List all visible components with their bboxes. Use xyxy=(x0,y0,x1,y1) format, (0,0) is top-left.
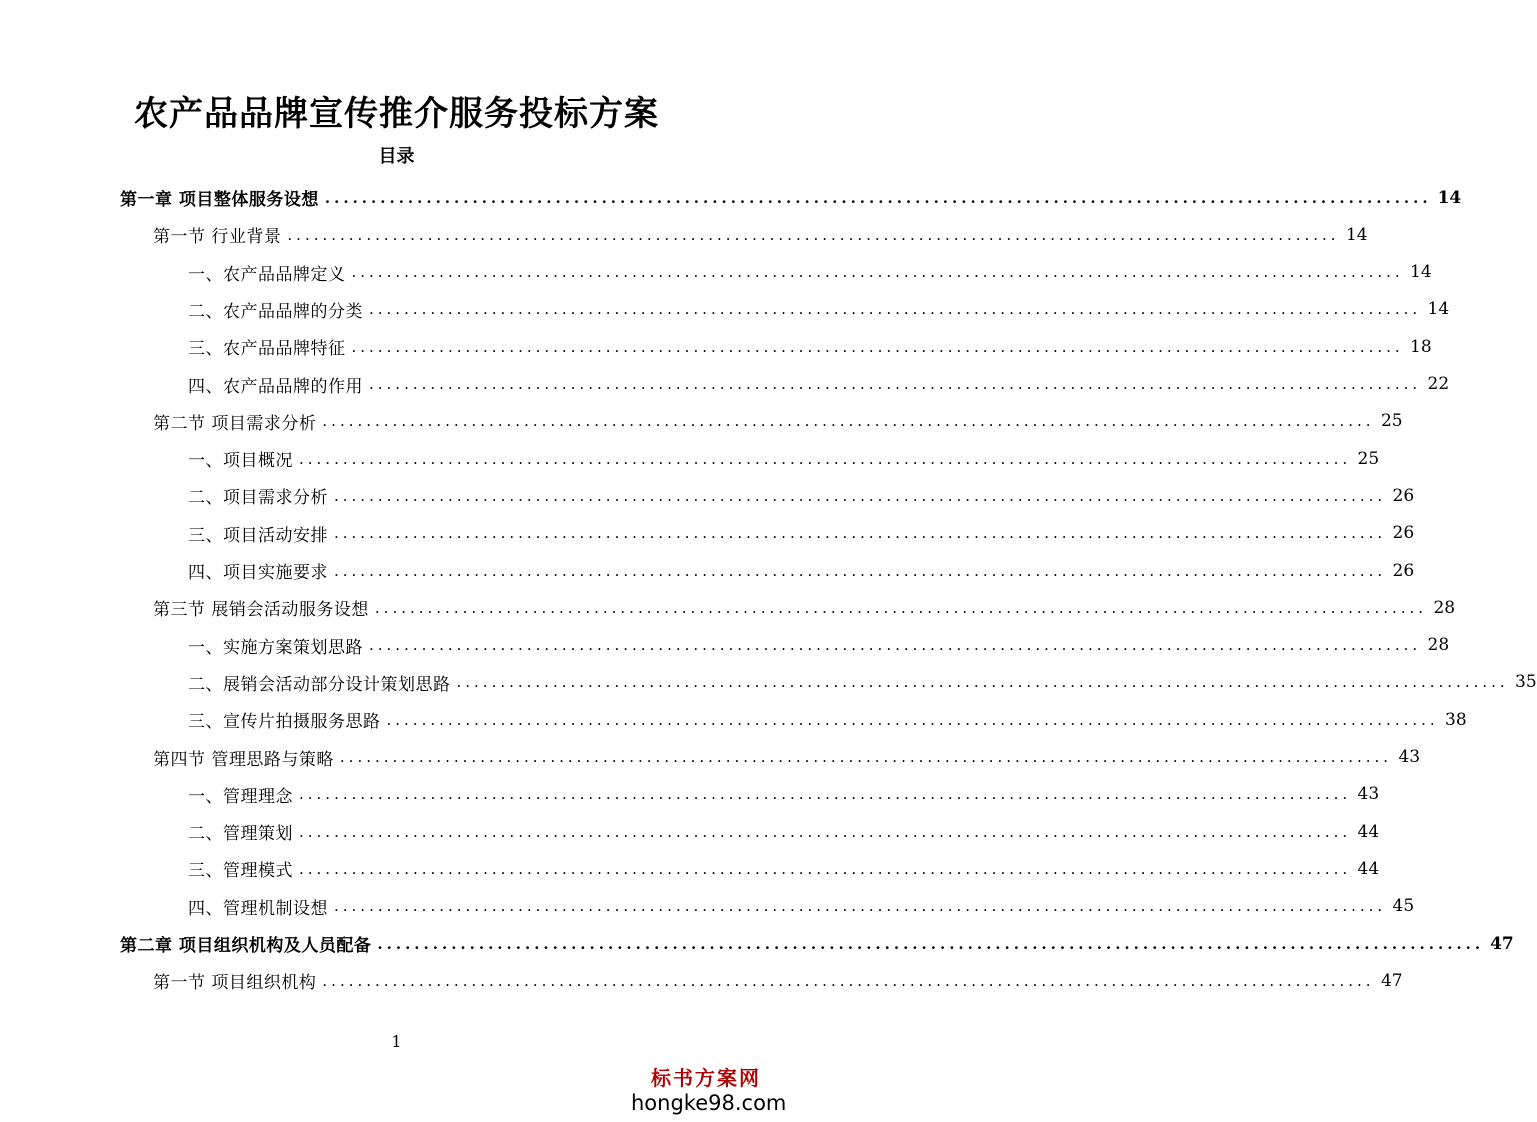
toc-entry-label: 第三节 展销会活动服务设想 xyxy=(153,600,369,621)
toc-entry-page: 47 xyxy=(1490,933,1514,954)
toc-entry-label: 三、宣传片拍摄服务思路 xyxy=(188,712,381,733)
toc-entry-page: 28 xyxy=(1433,597,1456,618)
toc-entry-label: 二、展销会活动部分设计策划思路 xyxy=(188,674,451,695)
toc-entry-label: 三、项目活动安排 xyxy=(188,525,328,546)
toc-entry-page: 28 xyxy=(1427,635,1450,656)
toc-entry-label: 第四节 管理思路与策略 xyxy=(153,749,334,770)
toc-entry-label: 第二章 项目组织机构及人员配备 xyxy=(120,936,372,956)
toc-leader-dots: ........................................................................................................................ xyxy=(322,412,1375,431)
toc-leader-dots: ........................................................................................................................ xyxy=(299,859,1352,878)
toc-entry-label: 三、管理模式 xyxy=(188,861,293,882)
toc-entry[interactable] xyxy=(153,216,1368,253)
toc-leader-dots: ........................................................................................................................ xyxy=(334,524,1387,543)
watermark-brand: 标书方案网 xyxy=(651,1066,761,1090)
toc-entry-page: 14 xyxy=(1345,224,1368,245)
toc-entry-label: 一、管理理念 xyxy=(188,786,293,807)
document-title: 农产品品牌宣传推介服务投标方案 xyxy=(134,94,659,134)
toc-entry-label: 第一章 项目整体服务设想 xyxy=(120,190,319,210)
toc-entry[interactable] xyxy=(188,552,1415,589)
toc-entry-page: 14 xyxy=(1427,299,1450,320)
toc-entry[interactable] xyxy=(153,739,1421,776)
toc-entry[interactable] xyxy=(153,403,1403,440)
toc-entry-label: 第二节 项目需求分析 xyxy=(153,413,317,434)
toc-leader-dots: ........................................................................................................................ xyxy=(299,449,1352,468)
toc-entry[interactable] xyxy=(153,589,1456,626)
toc-entry-page: 35 xyxy=(1515,672,1537,693)
toc-entry-label: 第一节 行业背景 xyxy=(153,227,282,248)
toc-entry-page: 25 xyxy=(1380,411,1403,432)
toc-entry[interactable] xyxy=(188,291,1450,328)
toc-entry-label: 一、农产品品牌定义 xyxy=(188,264,346,285)
toc-entry-label: 二、农产品品牌的分类 xyxy=(188,301,363,322)
toc-leader-dots: ........................................................................................................................ xyxy=(322,971,1375,990)
toc-leader-dots: ........................................................................................................................ xyxy=(377,934,1485,953)
toc-entry-page: 25 xyxy=(1357,448,1380,469)
toc-entry[interactable] xyxy=(120,925,1514,962)
toc-entry-page: 18 xyxy=(1410,336,1432,357)
toc-leader-dots: ........................................................................................................................ xyxy=(339,748,1393,766)
toc-leader-dots: ........................................................................................................................ xyxy=(324,188,1432,207)
toc-entry[interactable] xyxy=(188,850,1380,887)
toc-entry-label: 二、管理策划 xyxy=(188,824,293,845)
toc-leader-dots: ........................................................................................................................ xyxy=(287,225,1340,244)
toc-entry-label: 一、实施方案策划思路 xyxy=(188,637,363,658)
toc-entry[interactable] xyxy=(188,254,1432,291)
toc-leader-dots: ........................................................................................................................ xyxy=(374,598,1428,617)
toc-entry-page: 26 xyxy=(1392,560,1415,581)
toc-leader-dots: ........................................................................................................................ xyxy=(351,337,1404,356)
toc-entry-label: 一、项目概况 xyxy=(188,451,293,472)
toc-entry[interactable] xyxy=(188,515,1415,552)
toc-entry-label: 三、农产品品牌特征 xyxy=(188,339,346,360)
toc-entry-page: 38 xyxy=(1445,709,1467,730)
toc-entry[interactable] xyxy=(120,179,1462,216)
toc-entry-label: 二、项目需求分析 xyxy=(188,488,328,509)
toc-entry-page: 43 xyxy=(1357,784,1380,805)
toc-entry[interactable] xyxy=(153,962,1403,999)
toc-entry-page: 44 xyxy=(1357,821,1380,842)
toc-entry[interactable] xyxy=(188,440,1380,477)
toc-entry-page: 44 xyxy=(1357,858,1380,879)
toc-entry-page: 47 xyxy=(1380,970,1403,991)
toc-leader-dots: ........................................................................................................................ xyxy=(369,300,1422,319)
toc-entry-page: 14 xyxy=(1437,187,1462,208)
toc-entry[interactable] xyxy=(188,627,1450,664)
toc-entry[interactable] xyxy=(188,477,1415,514)
toc-leader-dots: ........................................................................................................................ xyxy=(456,673,1509,692)
toc-entry-label: 四、管理机制设想 xyxy=(188,898,328,919)
watermark-url: hongke98.com xyxy=(631,1091,787,1115)
toc-entry[interactable] xyxy=(188,776,1380,813)
toc-leader-dots: ........................................................................................................................ xyxy=(334,561,1387,580)
watermark-logo xyxy=(631,1066,787,1116)
toc-leader-dots: ........................................................................................................................ xyxy=(386,710,1439,729)
toc-entry[interactable] xyxy=(188,328,1432,365)
toc-entry-label: 第一节 项目组织机构 xyxy=(153,973,317,994)
toc-heading: 目录 xyxy=(378,146,415,167)
toc-entry-page: 45 xyxy=(1392,896,1415,917)
toc-leader-dots: ........................................................................................................................ xyxy=(369,636,1422,655)
toc-entry[interactable] xyxy=(188,813,1380,850)
toc-entry-label: 四、农产品品牌的作用 xyxy=(188,376,363,397)
toc-entry-label: 四、项目实施要求 xyxy=(188,563,328,583)
toc-leader-dots: ........................................................................................................................ xyxy=(369,375,1422,393)
toc-entry[interactable] xyxy=(188,366,1450,403)
toc-entry[interactable] xyxy=(188,701,1467,738)
toc-leader-dots: ........................................................................................................................ xyxy=(351,263,1404,282)
toc-entry[interactable] xyxy=(188,664,1537,701)
toc-entry-page: 22 xyxy=(1427,374,1450,394)
toc-entry[interactable] xyxy=(188,888,1415,925)
toc-leader-dots: ........................................................................................................................ xyxy=(299,785,1352,804)
toc-leader-dots: ........................................................................................................................ xyxy=(334,486,1387,505)
toc-entry-page: 43 xyxy=(1398,747,1421,767)
toc-leader-dots: ........................................................................................................................ xyxy=(334,897,1387,916)
page-number: 1 xyxy=(391,1032,402,1051)
toc-entry-page: 26 xyxy=(1392,485,1415,506)
toc-entry-page: 26 xyxy=(1392,523,1415,544)
toc-entry-page: 14 xyxy=(1410,262,1432,283)
toc-leader-dots: ........................................................................................................................ xyxy=(299,822,1352,841)
